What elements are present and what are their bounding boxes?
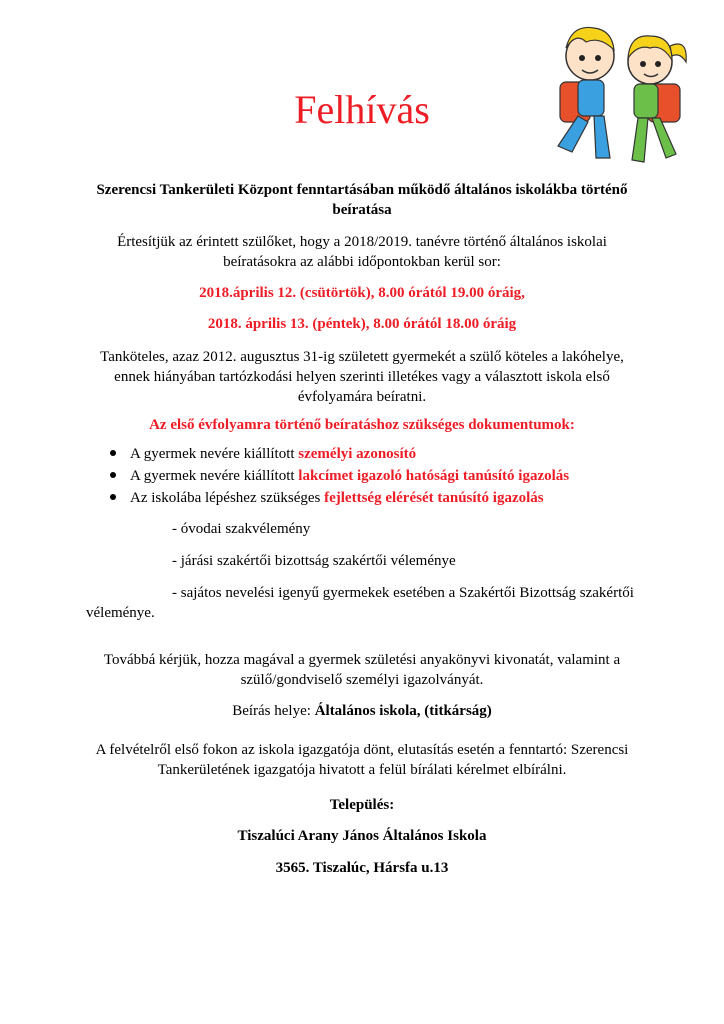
list-item-text: A gyermek nevére kiállított <box>130 468 299 484</box>
enrollment-place <box>0 701 724 721</box>
page-title: Felhívás <box>294 87 430 132</box>
place-value: Általános iskola, (titkárság) <box>314 703 492 719</box>
documents-heading: Az első évfolyamra történő beíratáshoz szükséges dokumentumok: <box>149 417 575 433</box>
dash-item-continuation: véleménye. <box>86 605 155 621</box>
date-line-2: 2018. április 13. (péntek), 8.00 órától 18.00 óráig <box>207 316 517 332</box>
subtitle: Szerencsi Tankerületi Központ fenntartásában működő általános iskolákba történő beíratása <box>96 182 628 218</box>
place-label: Beírás helye: <box>232 703 315 719</box>
dash-item-jarasi: - járási szakértői bizottság szakértői véleménye <box>172 553 456 569</box>
list-item-highlight: személyi azonosító <box>298 446 417 462</box>
bullet-icon <box>110 472 116 478</box>
dash-item-ovodai: - óvodai szakvélemény <box>172 521 311 537</box>
bullet-icon <box>110 450 116 456</box>
list-item-text: A gyermek nevére kiállított <box>130 446 299 462</box>
obligation-paragraph: Tanköteles, azaz 2012. augusztus 31-ig született gyermekét a szülő köteles a lakóhelye, ennek hiányában tartózkodási helyen szerinti illetékes vagy a választott iskola első évfolyamára beíratni. <box>100 349 624 405</box>
school-address: 3565. Tiszalúc, Hársfa u.13 <box>275 860 449 876</box>
date-line-1: 2018.április 12. (csütörtök), 8.00 órától 19.00 óráig, <box>199 285 525 301</box>
list-item-text: Az iskolába lépéshez szükséges <box>130 490 325 506</box>
list-item <box>100 443 660 465</box>
documents-list <box>100 443 660 509</box>
settlement-label: Település: <box>329 797 395 813</box>
list-item-highlight: lakcímet igazoló hatósági tanúsító igazolás <box>298 468 570 484</box>
dash-item-sajatos: - sajátos nevelési igenyű gyermekek esetében a Szakértői Bizottság szakértői <box>172 585 634 601</box>
list-item <box>100 465 660 487</box>
intro-paragraph: Értesítjük az érintett szülőket, hogy a 2018/2019. tanévre történő általános iskolai beíratásokra az alábbi időpontokban kerül sor: <box>117 234 607 270</box>
list-item <box>100 487 660 509</box>
further-paragraph: Továbbá kérjük, hozza magával a gyermek születési anyakönyvi kivonatát, valamint a szülő/gondviselő személyi igazolványát. <box>103 652 621 688</box>
list-item-highlight: fejlettség elérését tanúsító igazolás <box>324 490 544 506</box>
appeal-paragraph: A felvételről első fokon az iskola igazgatója dönt, elutasítás esetén a fenntartó: Szerencsi Tankerületének igazgatója hivatott a felül bírálati kérelmet elbírálni. <box>95 742 629 778</box>
bullet-icon <box>110 494 116 500</box>
school-name: Tiszalúci Arany János Általános Iskola <box>237 828 487 844</box>
